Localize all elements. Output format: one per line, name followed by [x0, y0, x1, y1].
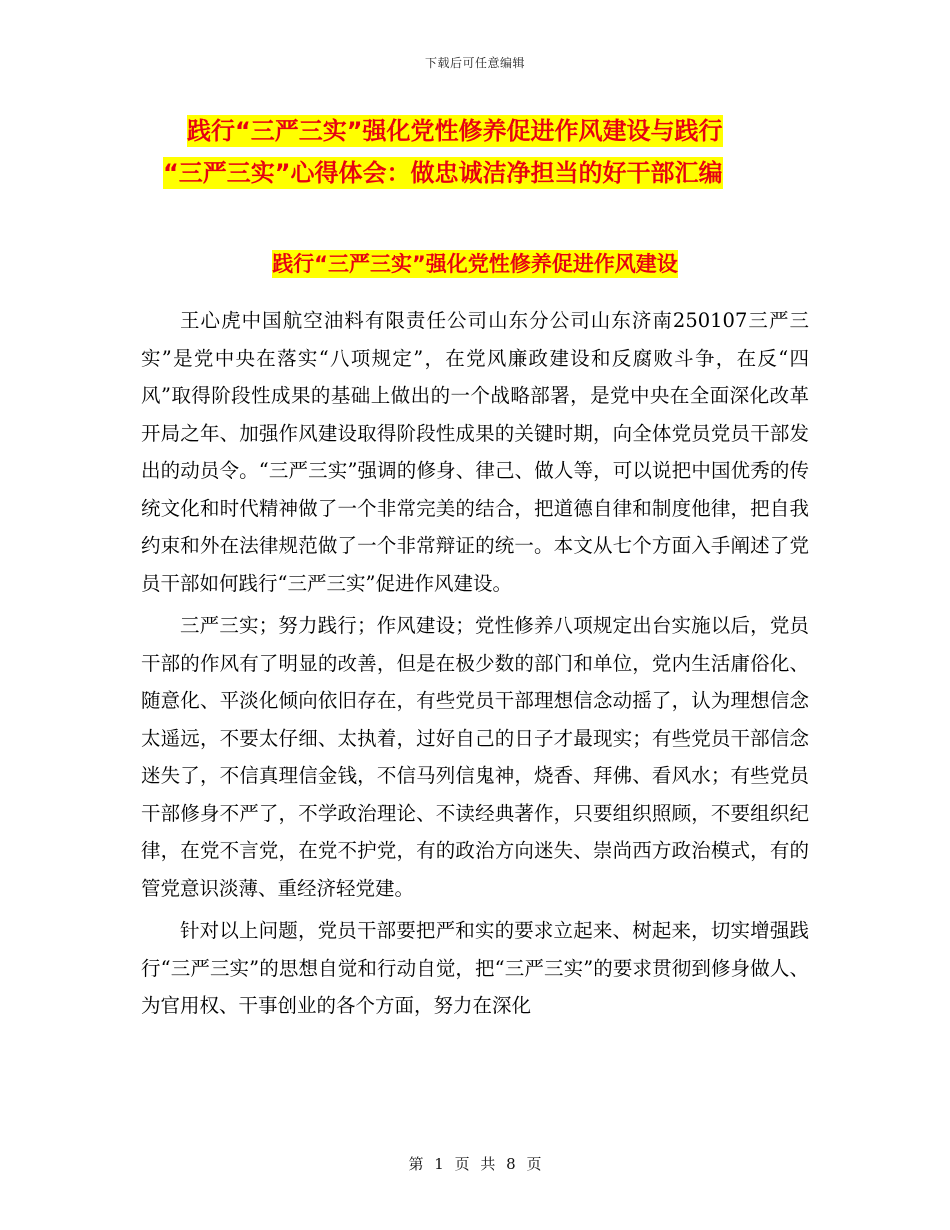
section-title-text: 践行“三严三实”强化党性修养促进作风建设	[272, 252, 678, 276]
document-title	[0, 110, 950, 194]
header-note: 下载后可任意编辑	[424, 56, 525, 70]
page-footer: 第 1 页 共 8 页	[408, 1155, 542, 1173]
title-line-2-text: “三严三实”心得体会：做忠诚洁净担当的好干部汇编	[163, 159, 723, 187]
body-text	[141, 302, 809, 1030]
title-line-1	[0, 110, 950, 152]
body-paragraph: 针对以上问题，党员干部要把严和实的要求立起来、树起来，切实增强践行“三严三实”的思想自觉和行动自觉，把“三严三实”的要求贯彻到修身做人、为官用权、干事创业的各个方面，努力在深化	[141, 919, 809, 1017]
body-paragraph: 三严三实；努力践行；作风建设；党性修养八项规定出台实施以后，党员干部的作风有了明显的改善，但是在极少数的部门和单位，党内生活庸俗化、随意化、平淡化倾向依旧存在，有些党员干部理想信念动摇了，认为理想信念太遥远，不要太仔细、太执着，过好自己的日子才最现实；有些党员干部信念迷失了，不信真理信金钱，不信马列信鬼神，烧香、拜佛、看风水；有些党员干部修身不严了，不学政治理论、不读经典著作，只要组织照顾，不要组织纪律，在党不言党，在党不护党，有的政治方向迷失、崇尚西方政治模式，有的管党意识淡薄、重经济轻党建。	[141, 614, 809, 900]
body-paragraph: 王心虎中国航空油料有限责任公司山东分公司山东济南250107三严三实”是党中央在落实“八项规定”，在党风廉政建设和反腐败斗争，在反“四风”取得阶段性成果的基础上做出的一个战略部署，是党中央在全面深化改革开局之年、加强作风建设取得阶段性成果的关键时期，向全体党员党员干部发出的动员令。“三严三实”强调的修身、律己、做人等，可以说把中国优秀的传统文化和时代精神做了一个非常完美的结合，把道德自律和制度他律，把自我约束和外在法律规范做了一个非常辩证的统一。本文从七个方面入手阐述了党员干部如何践行“三严三实”促进作风建设。	[141, 309, 809, 595]
section-title	[0, 248, 950, 278]
title-line-1-text: 践行“三严三实”强化党性修养促进作风建设与践行	[187, 117, 723, 145]
title-line-2	[0, 152, 950, 194]
